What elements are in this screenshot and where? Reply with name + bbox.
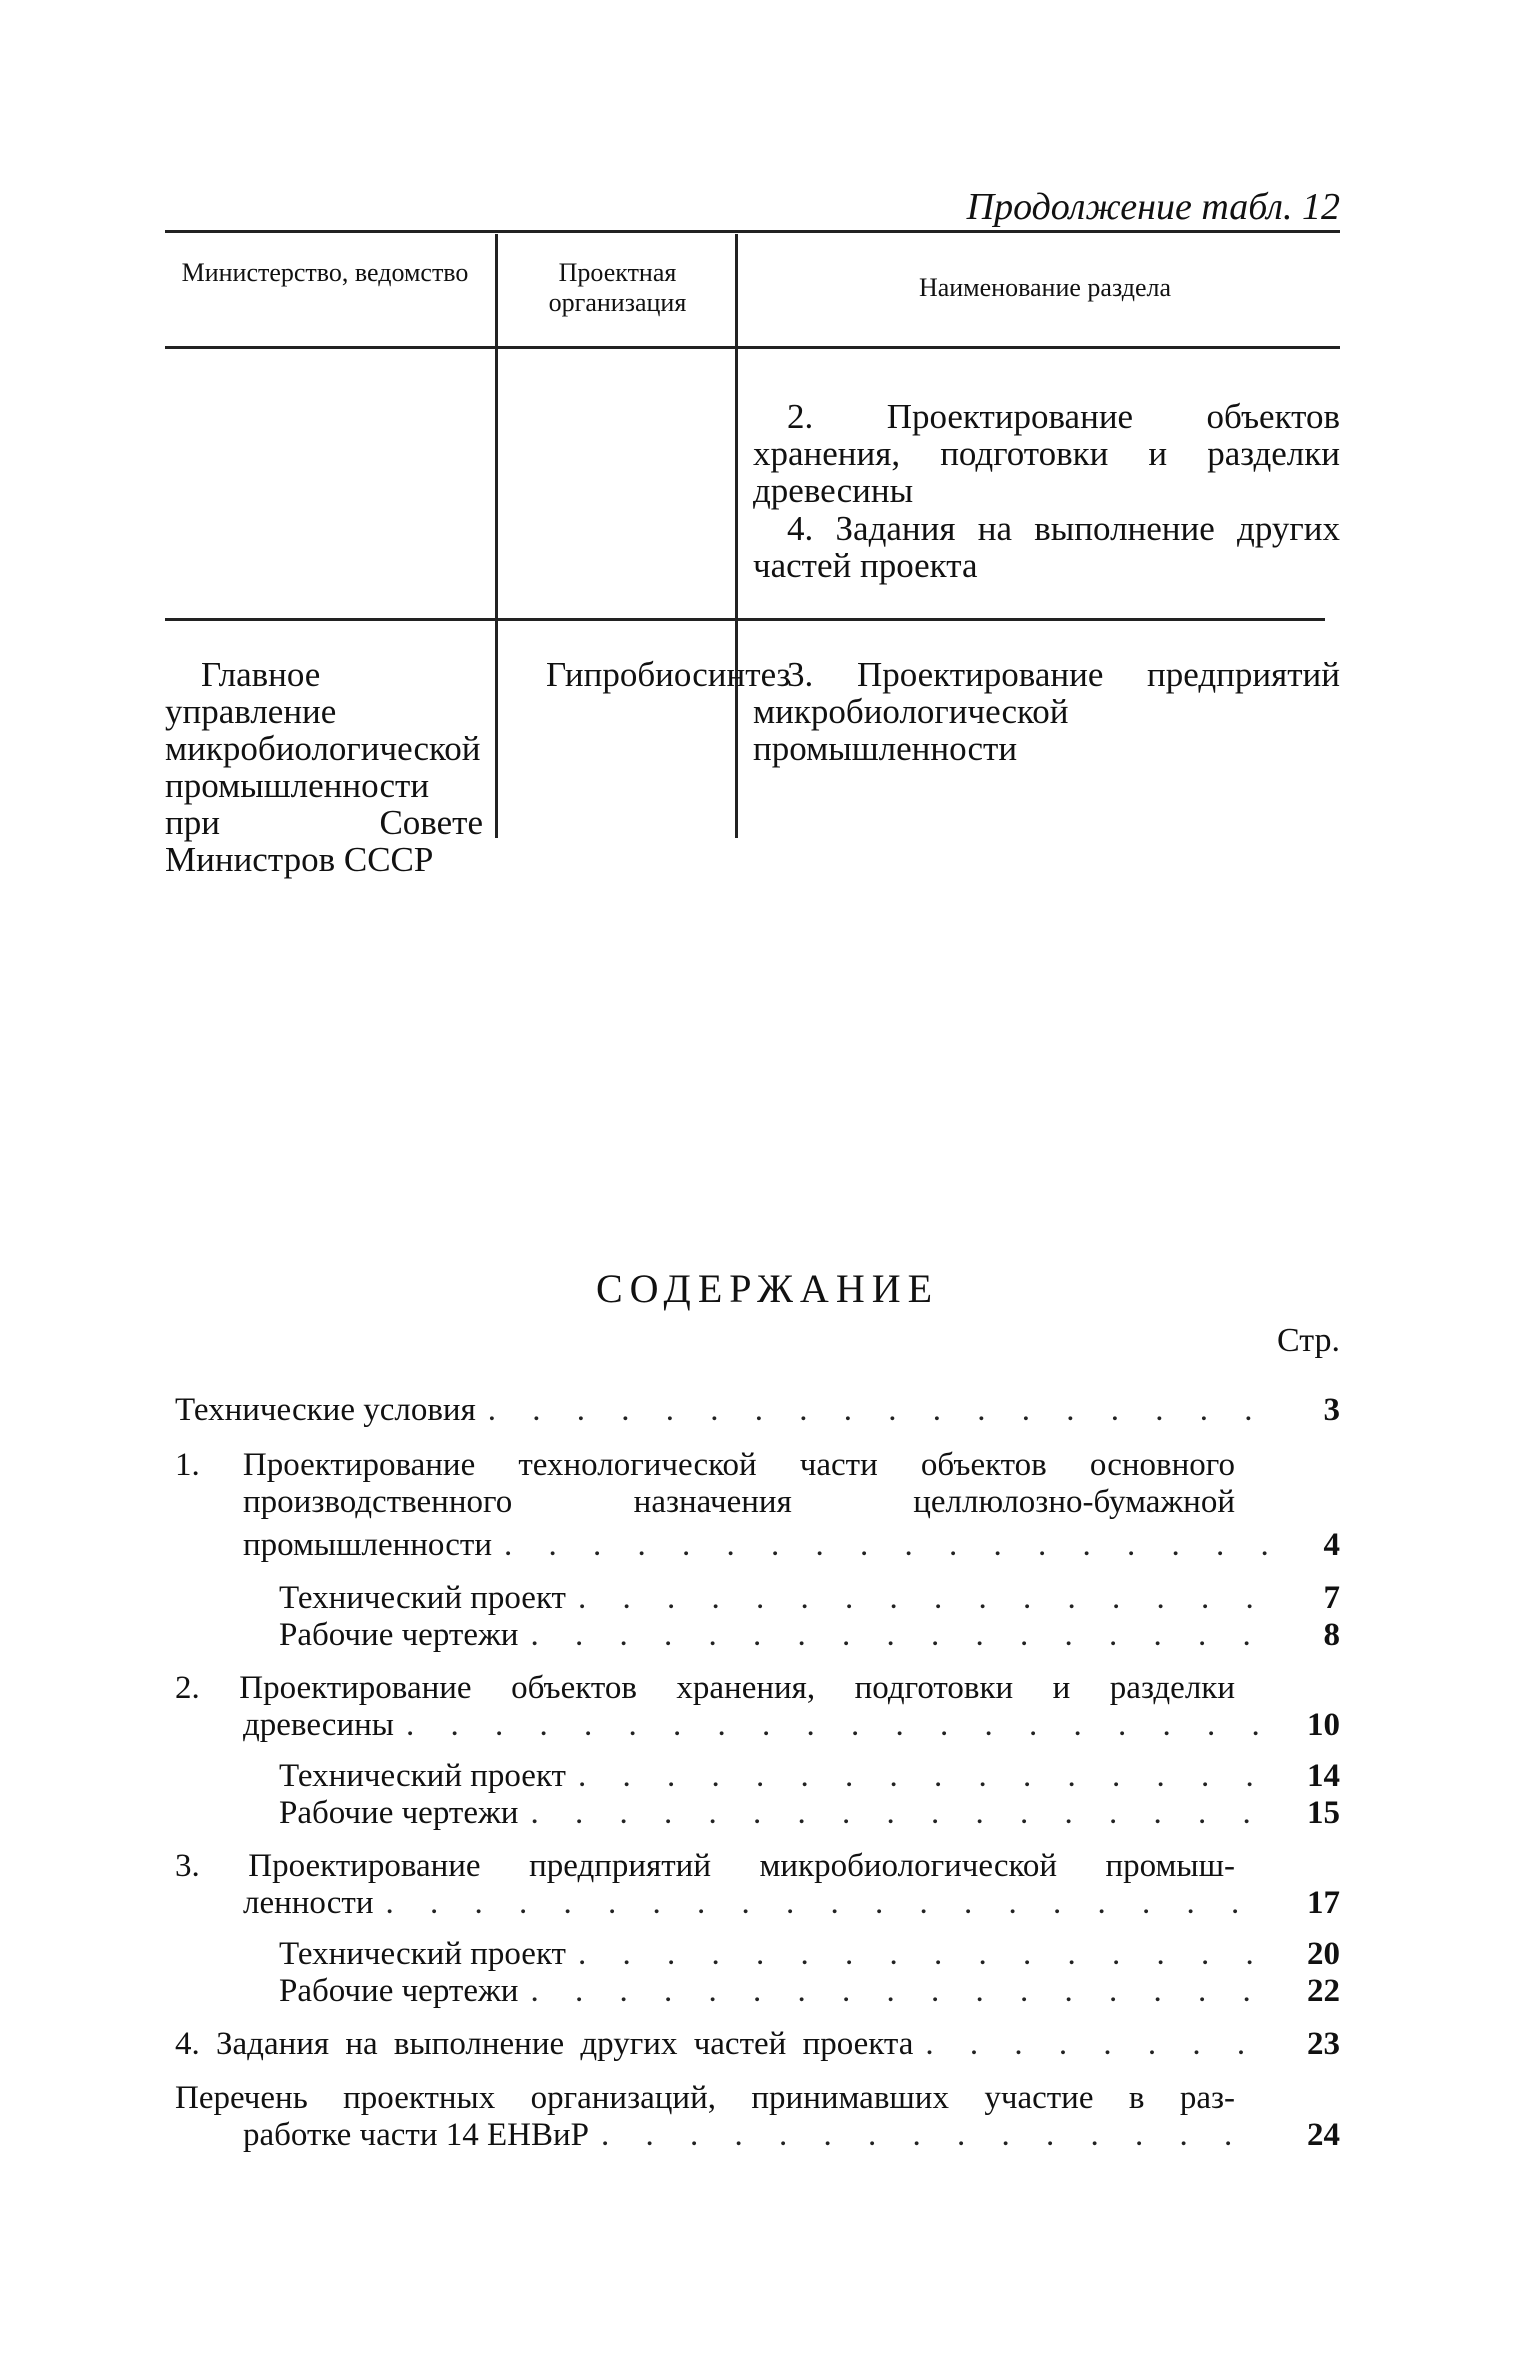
- toc-entry: [175, 2026, 1340, 2063]
- toc-page-number: 24: [1307, 2117, 1340, 2153]
- leader-dots: [518, 1973, 1270, 2010]
- toc-entry: [175, 1617, 1340, 1654]
- leader-dots: [394, 1707, 1270, 1744]
- toc-entry: [175, 1447, 1340, 1564]
- toc-entry-title: 4. Задания на выполнение других частей проекта: [175, 2026, 914, 2062]
- toc-entry: [175, 1670, 1340, 1744]
- toc-entry-title-continued: производственного назначения целлюлозно-бумажной: [243, 1484, 1235, 1520]
- toc-entry-title: Технический проект: [279, 1580, 566, 1616]
- toc-page-number: 23: [1307, 2026, 1340, 2062]
- toc-entry-title-end: промышленности: [243, 1527, 492, 1563]
- header-ministry: Министерство, ведомство: [181, 258, 469, 287]
- toc-entry: [175, 1973, 1340, 2010]
- leader-dots: [566, 1580, 1270, 1617]
- toc-page-number: 17: [1307, 1885, 1340, 1921]
- leader-dots: [492, 1527, 1270, 1564]
- table-col-divider-2: [735, 234, 738, 838]
- toc-entry: [175, 1758, 1340, 1795]
- contents-title: СОДЕРЖАНИЕ: [595, 1266, 940, 1311]
- toc-page-number: 22: [1307, 1973, 1340, 2009]
- toc-entry-title: 1. Проектирование технологической части объектов основного: [175, 1447, 1235, 1483]
- row1-section-4: 4. Задания на выполнение других частей проекта: [753, 509, 1340, 585]
- leader-dots: [476, 1392, 1270, 1429]
- toc-page-number: 20: [1307, 1936, 1340, 1972]
- toc-entry: [175, 1580, 1340, 1617]
- toc-page-number: 15: [1307, 1795, 1340, 1831]
- leader-dots: [518, 1617, 1270, 1654]
- toc-entry-title-end: ленности: [243, 1885, 374, 1921]
- toc-entry: [175, 1392, 1340, 1429]
- toc-page-number: 3: [1323, 1392, 1340, 1428]
- toc-entry: [175, 1936, 1340, 1973]
- leader-dots: [566, 1936, 1270, 1973]
- leader-dots: [566, 1758, 1270, 1795]
- row1-section-2: 2. Проектирование объектов хранения, подготовки и разделки древесины: [753, 397, 1340, 510]
- toc-entry-title: 2. Проектирование объектов хранения, подготовки и разделки: [175, 1670, 1235, 1706]
- toc-entry-title: Технические условия: [175, 1392, 476, 1428]
- row2-ministry: Главное управление микробиологической промышленности при Совете Министров СССР: [165, 655, 483, 879]
- header-organization: Проектная организация: [548, 258, 687, 317]
- toc-entry-title: Технический проект: [279, 1936, 566, 1972]
- row2-organization: Гипробиосинтез: [546, 655, 791, 694]
- leader-dots: [913, 2026, 1270, 2063]
- toc-entry-title: Перечень проектных организаций, принимавших участие в раз-: [175, 2080, 1235, 2116]
- toc-entry: [175, 2080, 1340, 2154]
- toc-entry-title-end: работке части 14 ЕНВиР: [243, 2117, 590, 2153]
- toc-entry: [175, 1848, 1340, 1922]
- row2-section-3: 3. Проектирование предприятий микробиологической промышленности: [753, 655, 1340, 768]
- toc-entry: [175, 1795, 1340, 1832]
- toc-entry-title: Рабочие чертежи: [279, 1973, 519, 2009]
- toc-entry-title-end: древесины: [243, 1707, 394, 1743]
- table-col-divider-1: [495, 234, 498, 838]
- toc-entry-title: Рабочие чертежи: [279, 1617, 519, 1653]
- header-section-name: Наименование раздела: [918, 273, 1172, 302]
- table-header-rule: [165, 346, 1340, 349]
- toc-page-number: 14: [1307, 1758, 1340, 1794]
- toc-entry-title: Технический проект: [279, 1758, 566, 1794]
- leader-dots: [518, 1795, 1270, 1832]
- table-continuation-caption: Продолжение табл. 12: [966, 186, 1340, 228]
- toc-page-number: 8: [1323, 1617, 1340, 1653]
- leader-dots: [589, 2117, 1270, 2154]
- organizations-table: [165, 228, 1340, 879]
- table-top-rule: [165, 230, 1340, 233]
- page-column-label: Стр.: [1276, 1322, 1340, 1359]
- toc-entry-title: Рабочие чертежи: [279, 1795, 519, 1831]
- toc-page-number: 7: [1323, 1580, 1340, 1616]
- leader-dots: [374, 1885, 1271, 1922]
- toc-page-number: 4: [1323, 1527, 1340, 1563]
- table-row-rule: [165, 618, 1325, 621]
- toc-entry-title: 3. Проектирование предприятий микробиологической промыш-: [175, 1848, 1235, 1884]
- toc-page-number: 10: [1307, 1707, 1340, 1743]
